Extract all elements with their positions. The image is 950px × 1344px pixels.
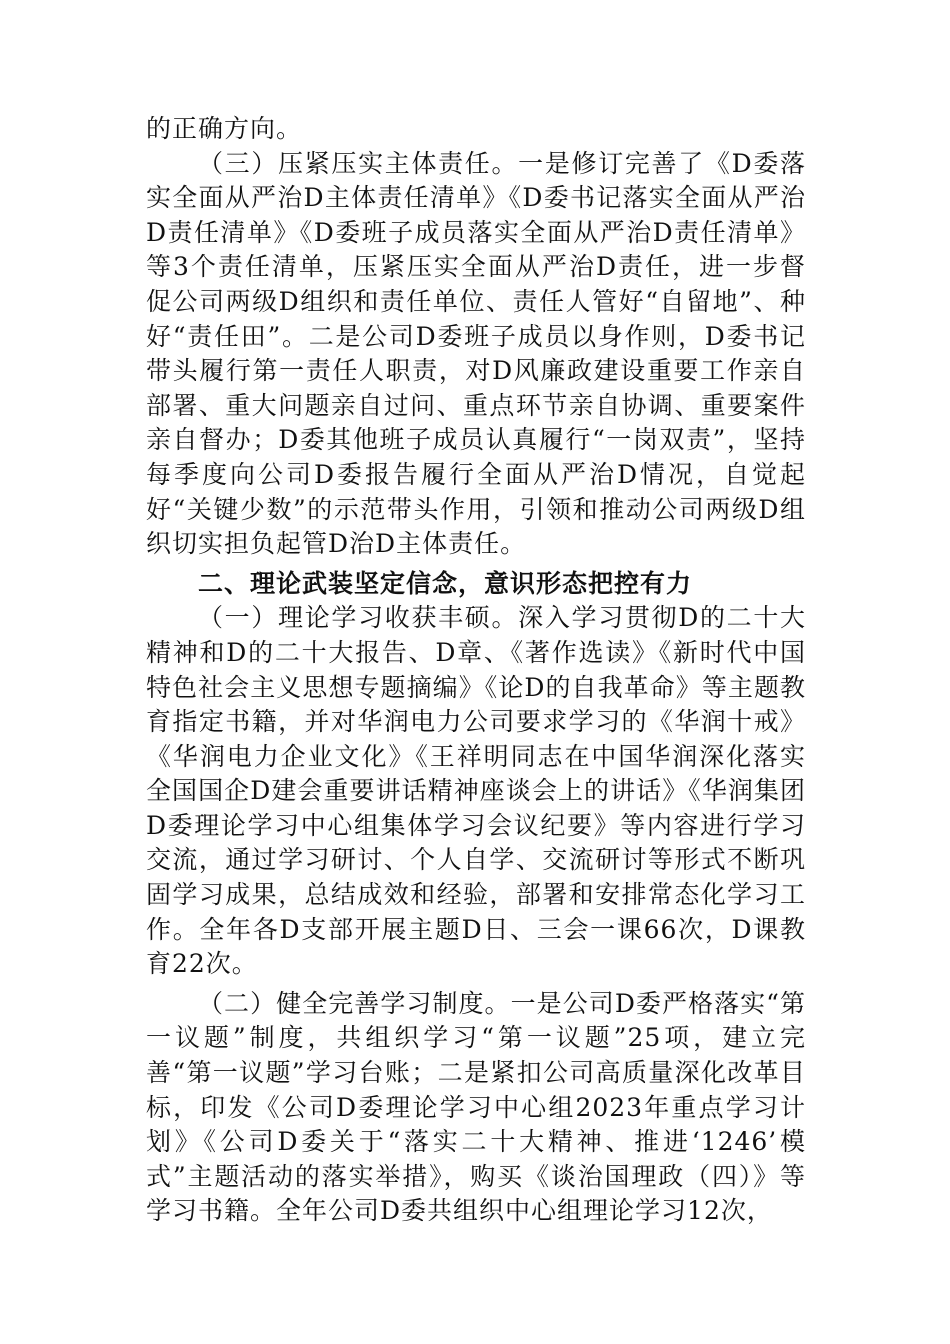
section-heading-theory: 二、理论武装坚定信念，意识形态把控有力 (198, 568, 693, 598)
paragraph-continuation: 的正确方向。 (146, 114, 303, 143)
paragraph-theory-study: （一）理论学习收获丰硕。深入学习贯彻D的二十大精神和D的二十大报告、D章、《著作选读》《新时代中国特色社会主义思想专题摘编》《论D的自我革命》等主题教育指定书籍，并对华润电力公司要求学习的《华润十戒》《华润电力企业文化》《王祥明同志在中国华润深化落实全国国企D建会重要讲话精神座谈会上的讲话》《华润集团D委理论学习中心组集体学习会议纪要》等内容进行学习交流，通过学习研讨、个人自学、交流研讨等形式不断巩固学习成果，总结成效和经验，部署和安排常态化学习工作。全年各D支部开展主题D日、三会一课66次，D课教育22次。 (146, 603, 806, 979)
paragraph-study-system: （二）健全完善学习制度。一是公司D委严格落实“第一议题”制度，共组织学习“第一议题”25项，建立完善“第一议题”学习台账；二是紧扣公司高质量深化改革目标，印发《公司D委理论学习中心组2023年重点学习计划》《公司D委关于“落实二十大精神、推进‘1246’模式”主题活动的落实举措》，购买《谈治国理政（四）》等学习书籍。全年公司D委共组织中心组理论学习12次， (146, 988, 806, 1226)
paragraph-responsibility: （三）压紧压实主体责任。一是修订完善了《D委落实全面从严治D主体责任清单》《D委书记落实全面从严治D责任清单》《D委班子成员落实全面从严治D责任清单》等3个责任清单，压紧压实全面从严治D责任，进一步督促公司两级D组织和责任单位、责任人管好“自留地”、种好“责任田”。二是公司D委班子成员以身作则，D委书记带头履行第一责任人职责，对D风廉政建设重要工作亲自部署、重大问题亲自过问、重点环节亲自协调、重要案件亲自督办；D委其他班子成员认真履行“一岗双责”，坚持每季度向公司D委报告履行全面从严治D情况，自觉起好“关键少数”的示范带头作用，引领和推动公司两级D组织切实担负起管D治D主体责任。 (146, 148, 806, 559)
document-page (146, 112, 806, 1229)
